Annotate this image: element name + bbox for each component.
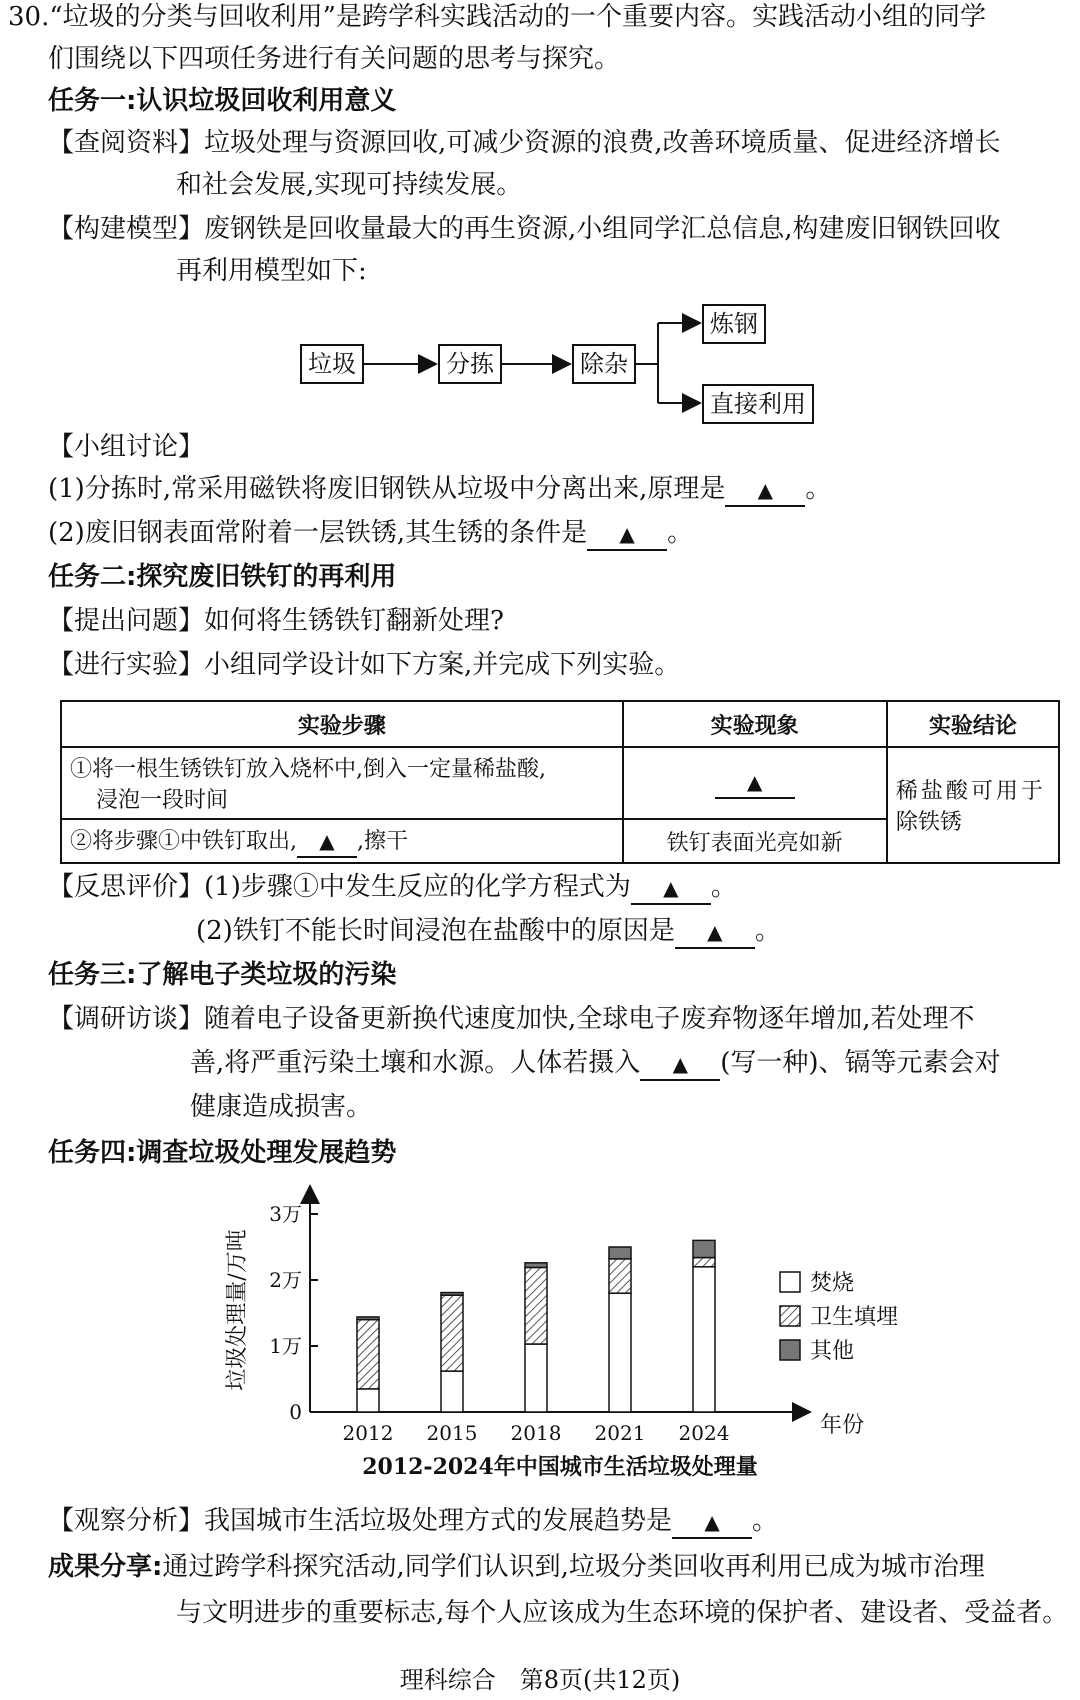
task1-reference-line2: 和社会发展,实现可持续发展。 bbox=[176, 170, 523, 200]
task1-question1: (1)分拣时,常采用磁铁将废旧钢铁从垃圾中分离出来,原理是 ▲ 。 bbox=[48, 472, 831, 507]
question-intro-line2: 们围绕以下四项任务进行有关问题的思考与探究。 bbox=[48, 44, 621, 74]
task2-question: 【提出问题】如何将生锈铁钉翻新处理? bbox=[48, 606, 504, 636]
bar-segment bbox=[357, 1317, 379, 1320]
bar-segment bbox=[441, 1293, 463, 1296]
answer-blank: ▲ bbox=[672, 1507, 752, 1539]
table-header-phenomena: 实验现象 bbox=[623, 701, 887, 747]
x-tick-label: 2015 bbox=[426, 1421, 478, 1445]
answer-blank: ▲ bbox=[675, 917, 755, 949]
task2-reflection2: (2)铁钉不能长时间浸泡在盐酸中的原因是 ▲ 。 bbox=[196, 914, 781, 949]
bar-segment bbox=[525, 1263, 547, 1268]
table-step1: ①将一根生锈铁钉放入烧杯中,倒入一定量稀盐酸, 浸泡一段时间 bbox=[61, 747, 623, 819]
task2-title: 任务二:探究废旧铁钉的再利用 bbox=[48, 562, 397, 592]
bar-segment bbox=[441, 1371, 463, 1412]
legend-label: 卫生填埋 bbox=[810, 1305, 899, 1330]
task1-model-line2: 再利用模型如下: bbox=[176, 256, 367, 286]
legend-label: 焚烧 bbox=[810, 1271, 855, 1296]
task4-title: 任务四:调查垃圾处理发展趋势 bbox=[48, 1138, 397, 1168]
bar-segment bbox=[441, 1295, 463, 1371]
answer-blank: ▲ bbox=[640, 1049, 720, 1081]
legend-swatch bbox=[780, 1340, 800, 1360]
answer-blank: ▲ bbox=[715, 767, 795, 799]
table-header-conclusion: 实验结论 bbox=[887, 701, 1059, 747]
bar-segment bbox=[693, 1258, 715, 1267]
answer-blank: ▲ bbox=[297, 826, 357, 858]
summary-line2: 与文明进步的重要标志,每个人应该成为生态环境的保护者、建设者、受益者。 bbox=[176, 1598, 1069, 1628]
task3-line3: 健康造成损害。 bbox=[190, 1092, 373, 1122]
bar-segment bbox=[357, 1320, 379, 1389]
y-tick-label: 2万 bbox=[269, 1268, 302, 1292]
task1-discussion-tag: 【小组讨论】 bbox=[48, 432, 205, 462]
task1-question2: (2)废旧钢表面常附着一层铁锈,其生锈的条件是 ▲ 。 bbox=[48, 516, 693, 551]
task1-model-line1: 【构建模型】废钢铁是回收量最大的再生资源,小组同学汇总信息,构建废旧钢铁回收 bbox=[48, 214, 1001, 244]
legend-swatch bbox=[780, 1306, 800, 1326]
bar-segment bbox=[525, 1267, 547, 1344]
bar-segment bbox=[693, 1267, 715, 1412]
y-tick-label: 3万 bbox=[269, 1202, 302, 1226]
task1-reference-line1: 【查阅资料】垃圾处理与资源回收,可减少资源的浪费,改善环境质量、促进经济增长 bbox=[48, 128, 1001, 158]
table-step2: ②将步骤①中铁钉取出, ▲ ,擦干 bbox=[61, 819, 623, 863]
flow-node-garbage: 垃圾 bbox=[300, 344, 364, 384]
page-footer: 理科综合 第8页(共12页) bbox=[399, 1666, 681, 1694]
chart-title: 2012-2024年中国城市生活垃圾处理量 bbox=[362, 1454, 758, 1480]
x-tick-label: 2018 bbox=[510, 1421, 562, 1445]
task3-line2: 善,将严重污染土壤和水源。人体若摄入 ▲ (写一种)、镉等元素会对 bbox=[190, 1046, 1001, 1081]
summary-line1: 成果分享:通过跨学科探究活动,同学们认识到,垃圾分类回收再利用已成为城市治理 bbox=[48, 1552, 985, 1582]
flow-node-impurity: 除杂 bbox=[572, 344, 636, 384]
y-tick-label: 1万 bbox=[269, 1334, 302, 1358]
bar-segment bbox=[609, 1259, 631, 1293]
bar-segment bbox=[525, 1344, 547, 1412]
bar-segment bbox=[357, 1389, 379, 1412]
answer-blank: ▲ bbox=[587, 519, 667, 551]
question-number: 30. bbox=[8, 2, 50, 32]
question-intro-line1: 30.“垃圾的分类与回收利用”是跨学科实践活动的一个重要内容。实践活动小组的同学 bbox=[8, 2, 986, 32]
flow-node-direct-use: 直接利用 bbox=[702, 384, 814, 424]
table-phenomenon2: 铁钉表面光亮如新 bbox=[623, 819, 887, 863]
answer-blank: ▲ bbox=[725, 475, 805, 507]
legend-label: 其他 bbox=[810, 1339, 855, 1364]
task4-observation: 【观察分析】我国城市生活垃圾处理方式的发展趋势是 ▲ 。 bbox=[48, 1504, 778, 1539]
bar-segment bbox=[609, 1293, 631, 1412]
bar-segment bbox=[609, 1247, 631, 1259]
x-tick-label: 2021 bbox=[594, 1421, 646, 1445]
x-tick-label: 2012 bbox=[342, 1421, 394, 1445]
y-axis-label: 垃圾处理量/万吨 bbox=[225, 1229, 250, 1391]
flow-node-steelmaking: 炼钢 bbox=[702, 304, 766, 344]
legend-swatch bbox=[780, 1272, 800, 1292]
task2-reflection1: 【反思评价】(1)步骤①中发生反应的化学方程式为 ▲ 。 bbox=[48, 870, 737, 905]
y-tick-label: 0 bbox=[289, 1400, 302, 1424]
table-header-steps: 实验步骤 bbox=[61, 701, 623, 747]
flow-node-sorting: 分拣 bbox=[438, 344, 502, 384]
bar-segment bbox=[693, 1240, 715, 1257]
task2-experiment: 【进行实验】小组同学设计如下方案,并完成下列实验。 bbox=[48, 650, 681, 680]
table-conclusion: 稀盐酸可用于 除铁锈 bbox=[887, 747, 1059, 863]
task3-title: 任务三:了解电子类垃圾的污染 bbox=[48, 960, 397, 990]
task3-line1: 【调研访谈】随着电子设备更新换代速度加快,全球电子废弃物逐年增加,若处理不 bbox=[48, 1004, 975, 1034]
task1-title: 任务一:认识垃圾回收利用意义 bbox=[48, 86, 397, 116]
x-tick-label: 2024 bbox=[678, 1421, 730, 1445]
answer-blank: ▲ bbox=[631, 873, 711, 905]
x-axis-label: 年份 bbox=[820, 1413, 865, 1438]
